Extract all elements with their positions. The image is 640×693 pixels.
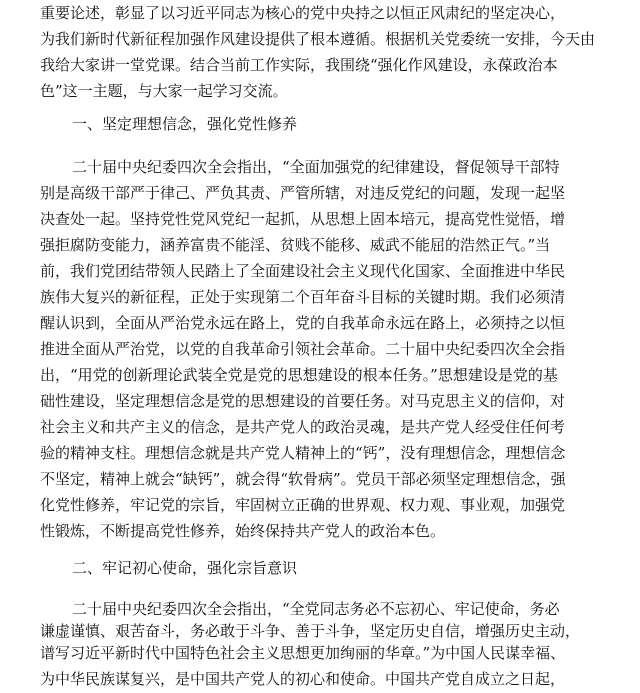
- section1-line: 验的精神支柱。理想信念就是共产党人精神上的“钙”，没有理想信念，理想信念: [40, 444, 566, 462]
- section1-line: 决查处一起。坚持党性党风党纪一起抓，从思想上固本培元，提高党性觉悟，增: [40, 210, 566, 228]
- intro-line: 色”这一主题，与大家一起学习交流。: [40, 82, 288, 100]
- section1-line: 化党性修养，牢记党的宗旨，牢固树立正确的世界观、权力观、事业观，加强党: [40, 496, 566, 514]
- section2-line: 谱写习近平新时代中国特色社会主义思想更加绚丽的华章。”为中国人民谋幸福、: [40, 644, 566, 662]
- section1-line: 出，“用党的创新理论武装全党是党的思想建设的根本任务。”思想建设是党的基: [40, 366, 558, 384]
- section2-line: 二十届中央纪委四次全会指出，“全党同志务必不忘初心、牢记使命，务必: [72, 600, 560, 618]
- section1-line: 族伟大复兴的新征程，正处于实现第二个百年奋斗目标的关键时期。我们必须清: [40, 288, 566, 306]
- section1-line: 础性建设，坚定理想信念是党的思想建设的首要任务。对马克思主义的信仰，对: [40, 392, 566, 410]
- section-heading-2: 二、牢记初心使命，强化宗旨意识: [72, 559, 298, 577]
- section1-line: 二十届中央纪委四次全会指出，“全面加强党的纪律建设，督促领导干部特: [72, 158, 560, 176]
- section1-line: 不坚定，精神上就会“缺钙”，就会得“软骨病”。党员干部必须坚定理想信念，强: [40, 470, 566, 488]
- intro-line: 重要论述，彰显了以习近平同志为核心的党中央持之以恒正风肃纪的坚定决心，: [40, 4, 566, 22]
- section1-line: 推进全面从严治党，以党的自我革命引领社会革命。二十届中央纪委四次全会指: [40, 340, 566, 358]
- section1-line: 醒认识到，全面从严治党永远在路上，党的自我革命永远在路上，必须持之以恒: [40, 314, 566, 332]
- section1-line: 性锻炼，不断提高党性修养，始终保持共产党人的政治本色。: [40, 522, 446, 540]
- section2-line: 为中华民族谋复兴，是中国共产党人的初心和使命。中国共产党自成立之日起，: [40, 670, 566, 688]
- section2-line: 谦虚谨慎、艰苦奋斗，务必敢于斗争、善于斗争，坚定历史自信，增强历史主动，: [40, 622, 581, 640]
- section1-line: 前，我们党团结带领人民踏上了全面建设社会主义现代化国家、全面推进中华民: [40, 262, 566, 280]
- section1-line: 别是高级干部严于律己、严负其责、严管所辖，对违反党纪的问题，发现一起坚: [40, 184, 566, 202]
- intro-line: 为我们新时代新征程加强作风建设提供了根本遵循。根据机关党委统一安排，今天由: [40, 30, 596, 48]
- intro-line: 我给大家讲一堂党课。结合当前工作实际，我围绕“强化作风建设，永葆政治本: [40, 56, 558, 74]
- section1-line: 社会主义和共产主义的信念，是共产党人的政治灵魂，是共产党人经受住任何考: [40, 418, 566, 436]
- section-heading-1: 一、坚定理想信念，强化党性修养: [72, 115, 298, 133]
- section1-line: 强拒腐防变能力，涵养富贵不能淫、贫贱不能移、威武不能屈的浩然正气。”当: [40, 236, 551, 254]
